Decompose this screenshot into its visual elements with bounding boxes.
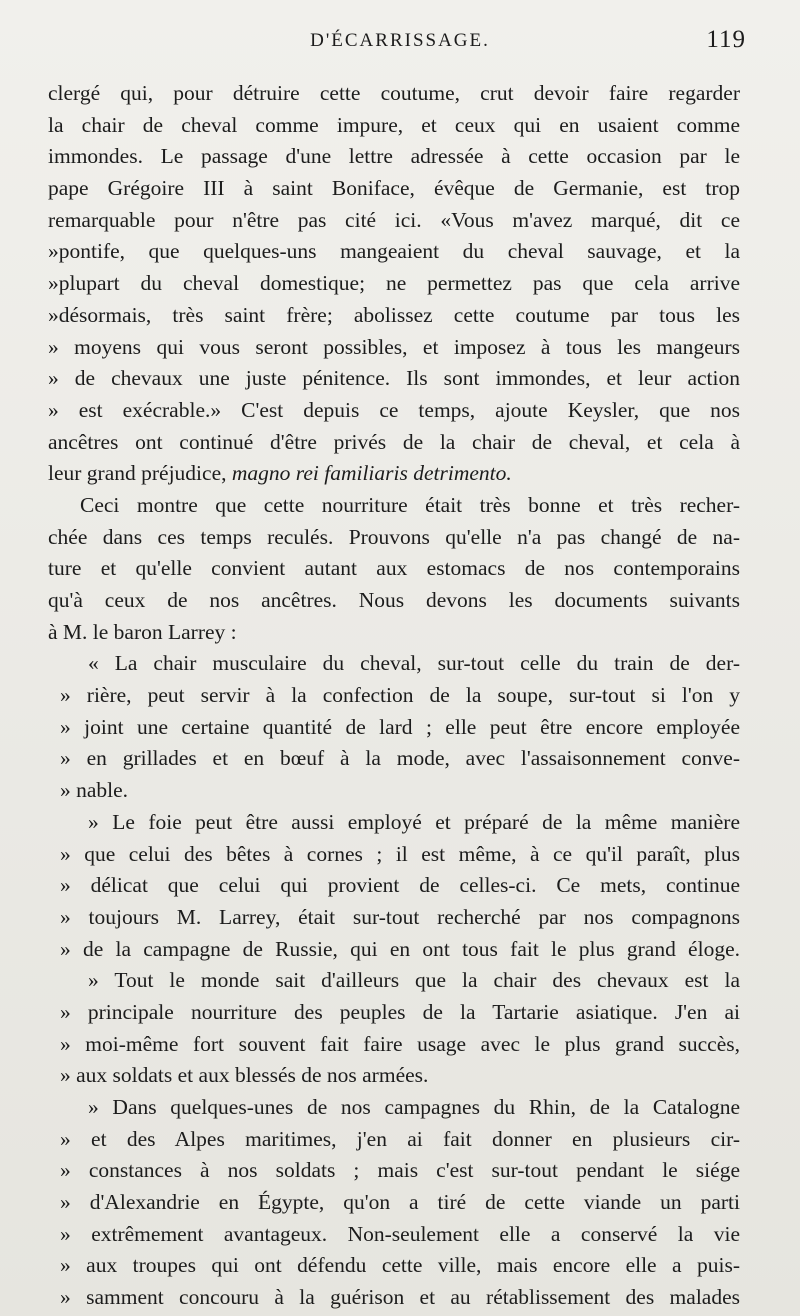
text-line xyxy=(48,236,740,268)
text-line-content: » Le foie peut être aussi employé et préparé de la même manière xyxy=(88,809,740,834)
text-line-content: » toujours M. Larrey, était sur-tout recherché par nos compagnons xyxy=(60,904,740,929)
text-line xyxy=(48,1155,740,1187)
text-line-content: » constances à nos soldats ; mais c'est sur-tout pendant le siége xyxy=(60,1158,740,1183)
text-line xyxy=(48,490,740,522)
text-line-content: chée dans ces temps reculés. Prouvons qu'elle n'a pas changé de na- xyxy=(48,524,740,549)
text-line-content: « La chair musculaire du cheval, sur-tout celle du train de der- xyxy=(88,651,740,676)
text-line-content: ture et qu'elle convient autant aux estomacs de nos contemporains xyxy=(48,556,740,581)
text-line xyxy=(48,395,740,427)
text-line-content: » moi-même fort souvent fait faire usage avec le plus grand succès, xyxy=(60,1031,740,1056)
text-line-content: ancêtres ont continué d'être privés de la chair de cheval, et cela à xyxy=(48,429,740,454)
text-line-content: » extrêmement avantageux. Non-seulement elle a conservé la vie xyxy=(60,1221,740,1246)
text-line-content: » aux soldats et aux blessés de nos armées. xyxy=(60,1063,429,1088)
text-line xyxy=(48,300,740,332)
text-line-content: » de chevaux une juste pénitence. Ils sont immondes, et leur action xyxy=(48,366,740,391)
text-line-content: » aux troupes qui ont défendu cette ville, mais encore elle a puis- xyxy=(60,1253,740,1278)
text-line-content: » moyens qui vous seront possibles, et imposez à tous les mangeurs xyxy=(48,334,740,359)
text-line xyxy=(48,458,740,490)
text-line xyxy=(48,427,740,459)
text-line xyxy=(48,141,740,173)
text-line xyxy=(48,1250,740,1282)
text-line xyxy=(48,1060,740,1092)
text-line-content: »désormais, très saint frère; abolissez cette coutume par tous les xyxy=(48,302,740,327)
text-line xyxy=(48,712,740,744)
page-body-text xyxy=(48,78,740,1314)
text-line xyxy=(48,870,740,902)
text-line-content: » samment concouru à la guérison et au rétablissement des malades xyxy=(60,1285,740,1310)
text-line xyxy=(48,1124,740,1156)
text-line xyxy=(48,205,740,237)
text-line-content: Ceci montre que cette nourriture était très bonne et très recher- xyxy=(80,492,740,517)
text-line xyxy=(48,648,740,680)
text-line-content: qu'à ceux de nos ancêtres. Nous devons les documents suivants xyxy=(48,588,740,612)
text-line-content: la chair de cheval comme impure, et ceux qui en usaient comme xyxy=(48,112,740,137)
text-line xyxy=(48,110,740,142)
text-line xyxy=(48,78,740,110)
text-line xyxy=(48,1029,740,1061)
text-line-content: » en grillades et en bœuf à la mode, avec l'assaisonnement conve- xyxy=(60,746,740,771)
running-head: D'ÉCARRISSAGE. xyxy=(310,30,490,51)
text-line xyxy=(48,553,740,585)
text-line-content: » délicat que celui qui provient de celles-ci. Ce mets, continue xyxy=(60,873,740,898)
text-line xyxy=(48,775,740,807)
text-line xyxy=(48,1282,740,1314)
text-line-content: » rière, peut servir à la confection de la soupe, sur-tout si l'on y xyxy=(60,683,740,708)
text-line-content: » d'Alexandrie en Égypte, qu'on a tiré de cette viande un parti xyxy=(60,1190,740,1215)
text-line-content: » Tout le monde sait d'ailleurs que la chair des chevaux est la xyxy=(88,968,740,993)
text-line xyxy=(48,268,740,300)
text-line xyxy=(48,839,740,871)
text-line-content: » principale nourriture des peuples de la Tartarie asiatique. J'en ai xyxy=(60,999,740,1024)
text-line-content: »pontife, que quelques-uns mangeaient du cheval sauvage, et la xyxy=(48,239,740,264)
text-line-content: pape Grégoire III à saint Boniface, évêque de Germanie, est trop xyxy=(48,176,740,201)
page-number: 119 xyxy=(706,26,746,53)
text-line xyxy=(48,1187,740,1219)
text-line-content: à M. le baron Larrey : xyxy=(48,619,237,644)
text-line-content: immondes. Le passage d'une lettre adressée à cette occasion par le xyxy=(48,144,740,169)
text-line-content: remarquable pour n'être pas cité ici. «Vous m'avez marqué, dit ce xyxy=(48,207,740,232)
text-line xyxy=(48,585,740,617)
text-line-content: » de la campagne de Russie, qui en ont tous fait le plus grand éloge. xyxy=(60,936,740,961)
text-line xyxy=(48,902,740,934)
text-line-content: leur grand préjudice, xyxy=(48,461,232,486)
text-line xyxy=(48,743,740,775)
text-line xyxy=(48,1219,740,1251)
text-line xyxy=(48,807,740,839)
text-line-content: » Dans quelques-unes de nos campagnes du Rhin, de la Catalogne xyxy=(88,1095,740,1119)
text-line xyxy=(48,1092,740,1124)
text-line-content: clergé qui, pour détruire cette coutume, crut devoir faire regarder xyxy=(48,81,740,105)
text-line xyxy=(48,173,740,205)
text-line-content: » et des Alpes maritimes, j'en ai fait donner en plusieurs cir- xyxy=(60,1126,740,1151)
text-line-content: » est exécrable.» C'est depuis ce temps, ajoute Keysler, que nos xyxy=(48,397,740,422)
text-line-content: » que celui des bêtes à cornes ; il est même, à ce qu'il paraît, plus xyxy=(60,841,740,866)
text-line-content: » joint une certaine quantité de lard ; elle peut être encore employée xyxy=(60,714,740,739)
text-line-content: »plupart du cheval domestique; ne permettez pas que cela arrive xyxy=(48,271,740,296)
text-line xyxy=(48,363,740,395)
text-line xyxy=(48,965,740,997)
text-line xyxy=(48,332,740,364)
text-line xyxy=(48,617,740,649)
page-header xyxy=(0,26,800,64)
text-line-content: » nable. xyxy=(60,778,129,803)
text-line xyxy=(48,680,740,712)
text-line xyxy=(48,934,740,966)
text-line xyxy=(48,522,740,554)
latin-quote: magno rei familiaris detrimento. xyxy=(231,461,512,486)
text-line xyxy=(48,997,740,1029)
